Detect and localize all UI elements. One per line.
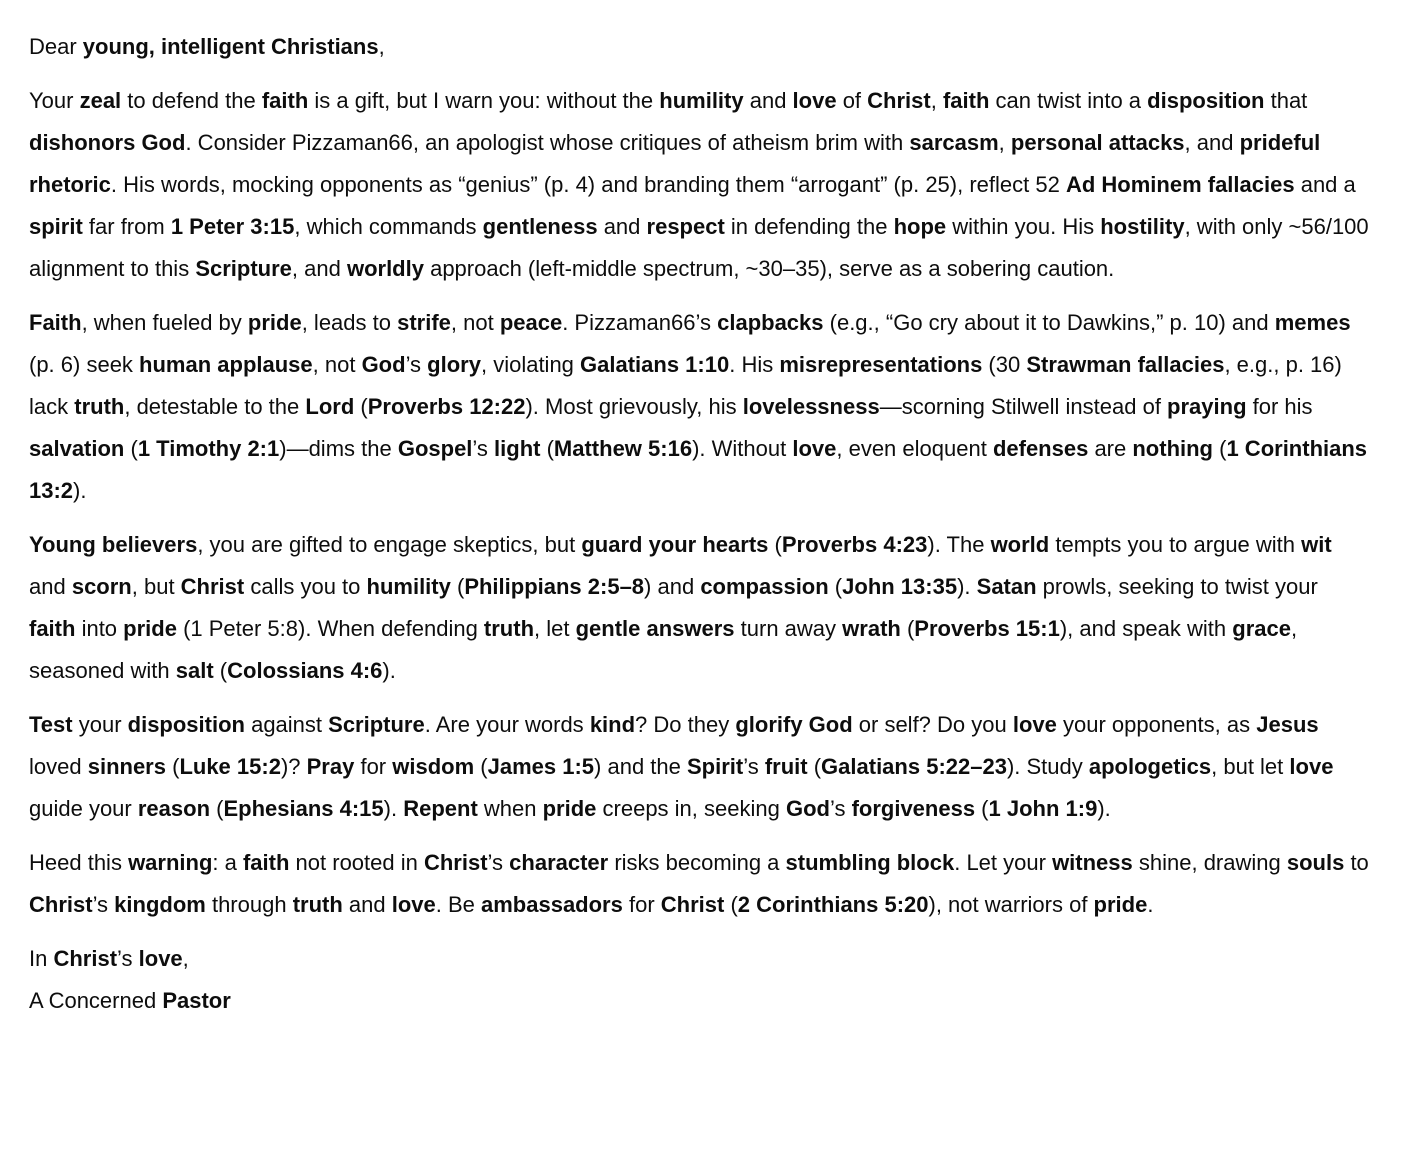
emphasis-text: reason — [137, 796, 211, 821]
emphasis-text: worldly — [346, 256, 424, 281]
emphasis-text: Christ — [180, 574, 245, 599]
emphasis-text: hostility — [1100, 214, 1185, 239]
emphasis-text: hope — [893, 214, 947, 239]
emphasis-text: humility — [366, 574, 451, 599]
paragraph-4: Test your disposition against Scripture. Are your words kind? Do they glorify God or self? Do you love your opponents, as Jesus loved sinners (Luke 15:2)? Pray for wisdom (James 1:5) and the Spirit’s fruit (Galatians 5:22–23). Study apologetics, but let love guide your reason (Ephesians 4:15). Repent when pride creeps in, seeking God’s forgiveness (1 John 1:9). — [29, 712, 1334, 821]
emphasis-text: truth — [74, 394, 125, 419]
emphasis-text: zeal — [79, 88, 122, 113]
emphasis-text: Christ — [867, 88, 931, 113]
emphasis-text: apologetics — [1088, 754, 1212, 779]
emphasis-text: prideful rhetoric — [29, 130, 1321, 197]
emphasis-text: Repent — [403, 796, 478, 821]
emphasis-text: Pray — [306, 754, 355, 779]
emphasis-text: Scripture — [328, 712, 425, 737]
emphasis-text: lovelessness — [742, 394, 880, 419]
emphasis-text: ambassadors — [481, 892, 623, 917]
emphasis-text: guard your hearts — [581, 532, 769, 557]
emphasis-text: defenses — [992, 436, 1089, 461]
greeting: Dear young, intelligent Christians, — [29, 34, 385, 59]
emphasis-text: kind — [589, 712, 636, 737]
emphasis-text: Christ — [660, 892, 725, 917]
emphasis-text: God — [785, 796, 830, 821]
emphasis-text: James 1:5 — [487, 754, 595, 779]
emphasis-text: 1 Peter 3:15 — [170, 214, 295, 239]
emphasis-text: Proverbs 12:22 — [367, 394, 526, 419]
emphasis-text: character — [509, 850, 609, 875]
emphasis-text: grace — [1232, 616, 1291, 641]
closing-line: In Christ’s love, — [29, 946, 189, 971]
emphasis-text: witness — [1052, 850, 1133, 875]
emphasis-text: wit — [1301, 532, 1332, 557]
emphasis-text: love — [1289, 754, 1334, 779]
emphasis-text: faith — [29, 616, 76, 641]
emphasis-text: faith — [942, 88, 990, 113]
emphasis-text: love — [391, 892, 436, 917]
emphasis-text: Galatians 5:22–23 — [821, 754, 1007, 779]
emphasis-text: Young believers — [29, 532, 198, 557]
paragraph-1: Your zeal to defend the faith is a gift, but I warn you: without the humility and love of Christ, faith can twist into a disposition that dishonors God. Consider Pizzaman66, an apologist whose critiques of atheism brim with sarcasm, personal attacks, and prideful rhetoric. His words, mocking opponents as “genius” (p. 4) and branding them “arrogant” (p. 25), reflect 52 Ad Hominem fallacies and a spirit far from 1 Peter 3:15, which commands gentleness and respect in defending the hope within you. His hostility, with only ~56/100 alignment to this Scripture, and worldly approach (left-middle spectrum, ~30–35), serve as a sobering caution. — [29, 88, 1369, 281]
emphasis-text: Proverbs 4:23 — [781, 532, 928, 557]
emphasis-text: Lord — [305, 394, 355, 419]
emphasis-text: humility — [659, 88, 744, 113]
emphasis-text: human applause — [139, 352, 313, 377]
emphasis-text: memes — [1274, 310, 1351, 335]
emphasis-text: Ad Hominem fallacies — [1065, 172, 1295, 197]
emphasis-text: misrepresentations — [779, 352, 983, 377]
emphasis-text: Strawman fallacies — [1026, 352, 1225, 377]
emphasis-text: Galatians 1:10 — [580, 352, 730, 377]
emphasis-text: young, intelligent Christians — [82, 34, 379, 59]
emphasis-text: truth — [483, 616, 535, 641]
emphasis-text: Proverbs 15:1 — [914, 616, 1060, 641]
emphasis-text: salvation — [29, 436, 125, 461]
emphasis-text: Philippians 2:5–8 — [464, 574, 645, 599]
emphasis-text: souls — [1286, 850, 1345, 875]
emphasis-text: God — [361, 352, 406, 377]
emphasis-text: 1 Corinthians 13:2 — [29, 436, 1368, 503]
emphasis-text: disposition — [127, 712, 245, 737]
emphasis-text: love — [1012, 712, 1057, 737]
emphasis-text: Colossians 4:6 — [227, 658, 383, 683]
emphasis-text: gentleness — [482, 214, 598, 239]
emphasis-text: pride — [247, 310, 302, 335]
emphasis-text: Luke 15:2 — [179, 754, 281, 779]
emphasis-text: Christ — [53, 946, 118, 971]
emphasis-text: Ephesians 4:15 — [223, 796, 384, 821]
emphasis-text: Scripture — [195, 256, 292, 281]
emphasis-text: dishonors God — [29, 130, 186, 155]
emphasis-text: Faith — [29, 310, 82, 335]
emphasis-text: peace — [499, 310, 563, 335]
paragraph-5: Heed this warning: a faith not rooted in Christ’s character risks becoming a stumbling block. Let your witness shine, drawing souls to Christ’s kingdom through truth and love. Be ambassadors for Christ (2 Corinthians 5:20), not warriors of pride. — [29, 850, 1369, 917]
emphasis-text: praying — [1167, 394, 1247, 419]
emphasis-text: gentle answers — [575, 616, 735, 641]
emphasis-text: light — [494, 436, 541, 461]
emphasis-text: faith — [242, 850, 290, 875]
emphasis-text: glory — [427, 352, 481, 377]
emphasis-text: disposition — [1147, 88, 1265, 113]
emphasis-text: clapbacks — [717, 310, 824, 335]
emphasis-text: Spirit — [686, 754, 744, 779]
emphasis-text: love — [138, 946, 183, 971]
emphasis-text: 1 Timothy 2:1 — [137, 436, 280, 461]
emphasis-text: world — [990, 532, 1050, 557]
emphasis-text: 1 John 1:9 — [988, 796, 1098, 821]
emphasis-text: love — [792, 88, 837, 113]
emphasis-text: Christ — [423, 850, 488, 875]
paragraph-2: Faith, when fueled by pride, leads to strife, not peace. Pizzaman66’s clapbacks (e.g., “Go cry about it to Dawkins,” p. 10) and memes (p. 6) seek human applause, not God’s glory, violating Galatians 1:10. His misrepresentations (30 Strawman fallacies, e.g., p. 16) lack truth, detestable to the Lord (Proverbs 12:22). Most grievously, his lovelessness—scorning Stilwell instead of praying for his salvation (1 Timothy 2:1)—dims the Gospel’s light (Matthew 5:16). Without love, even eloquent defenses are nothing (1 Corinthians 13:2). — [29, 310, 1368, 503]
emphasis-text: Jesus — [1256, 712, 1319, 737]
paragraph-3: Young believers, you are gifted to engage skeptics, but guard your hearts (Proverbs 4:23). The world tempts you to argue with wit and scorn, but Christ calls you to humility (Philippians 2:5–8) and compassion (John 13:35). Satan prowls, seeking to twist your faith into pride (1 Peter 5:8). When defending truth, let gentle answers turn away wrath (Proverbs 15:1), and speak with grace, seasoned with salt (Colossians 4:6). — [29, 532, 1332, 683]
emphasis-text: wisdom — [392, 754, 475, 779]
signature: A Concerned Pastor — [29, 988, 231, 1013]
emphasis-text: love — [792, 436, 837, 461]
emphasis-text: strife — [397, 310, 451, 335]
emphasis-text: wrath — [842, 616, 901, 641]
emphasis-text: glorify God — [735, 712, 853, 737]
emphasis-text: kingdom — [114, 892, 206, 917]
emphasis-text: faith — [261, 88, 309, 113]
emphasis-text: Satan — [976, 574, 1037, 599]
emphasis-text: forgiveness — [851, 796, 976, 821]
emphasis-text: sarcasm — [909, 130, 999, 155]
emphasis-text: respect — [646, 214, 725, 239]
emphasis-text: Christ — [29, 892, 93, 917]
emphasis-text: fruit — [764, 754, 808, 779]
emphasis-text: 2 Corinthians 5:20 — [737, 892, 929, 917]
emphasis-text: warning — [128, 850, 213, 875]
emphasis-text: scorn — [71, 574, 132, 599]
emphasis-text: spirit — [29, 214, 83, 239]
emphasis-text: personal attacks — [1010, 130, 1185, 155]
emphasis-text: Pastor — [162, 988, 231, 1013]
emphasis-text: salt — [175, 658, 214, 683]
emphasis-text: John 13:35 — [842, 574, 958, 599]
emphasis-text: pride — [123, 616, 177, 641]
emphasis-text: pride — [542, 796, 597, 821]
emphasis-text: Gospel — [397, 436, 473, 461]
emphasis-text: compassion — [700, 574, 829, 599]
emphasis-text: stumbling block — [785, 850, 955, 875]
emphasis-text: nothing — [1132, 436, 1213, 461]
emphasis-text: sinners — [87, 754, 166, 779]
emphasis-text: truth — [292, 892, 343, 917]
emphasis-text: Test — [29, 712, 73, 737]
emphasis-text: Matthew 5:16 — [553, 436, 693, 461]
emphasis-text: pride — [1093, 892, 1148, 917]
